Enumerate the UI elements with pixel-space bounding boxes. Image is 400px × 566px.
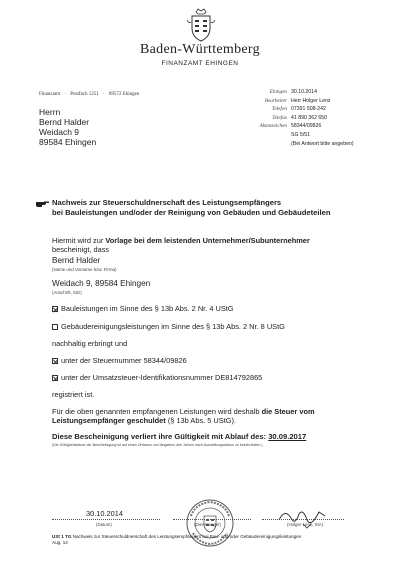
document-title: Nachweis zur Steuerschuldnerschaft des Leistungsempfängers bei Bauleistungen und/oder der Reinigung von Gebäuden und Gebäudeteilen	[52, 198, 331, 217]
intro-text: Hiermit wird zur Vorlage bei dem leistenden Unternehmer/Subunternehmer bescheinigt, dass	[52, 236, 310, 254]
taxpayer-address: Weidach 9, 89584 Ehingen	[52, 279, 151, 288]
meta-row: (Bei Antwort bitte angeben)	[291, 140, 354, 147]
sender-line: Finanzamt · Postfach 1251 · 89572 Ehingen	[39, 92, 140, 97]
signer-caption: (Holger Lenz, StA)	[287, 522, 324, 527]
validity-note: (Die Gültigkeitsdauer der Bescheinigung ist auf einen Zeitraum von längstens drei Jahren nach Ausstellungsdatum zu beschränken.)	[52, 443, 263, 447]
reference-block	[238, 88, 354, 148]
pointing-hand-icon	[36, 199, 50, 208]
validity-line: Diese Bescheinigung verliert ihre Gültigkeit mit Ablauf des: 30.09.2017	[52, 432, 307, 441]
recipient-city: 89584 Ehingen	[39, 137, 97, 147]
signature-line	[262, 519, 344, 520]
taxpayer-name: Bernd Halder	[52, 256, 101, 265]
state-name: Baden-Württemberg	[140, 42, 260, 57]
option-construction: Bauleistungen im Sinne des § 13b Abs. 2 Nr. 4 UStG	[52, 304, 234, 313]
option-cleaning: Gebäudereinigungsleistungen im Sinne des § 13b Abs. 2 Nr. 8 UStG	[52, 322, 285, 331]
meta-row: Aktenzeichen 58344/09826	[259, 123, 322, 130]
meta-row: SG 5/51	[291, 131, 311, 138]
recipient-address	[39, 107, 96, 147]
address-caption: (Anschrift, Sitz)	[52, 290, 82, 295]
meta-row: Bearbeiter Herr Holger Lenz	[264, 97, 331, 104]
liability-paragraph: Für die oben genannten empfangenen Leistungen wird deshalb die Steuer vom Leistungsempfänger geschuldet (§ 13b Abs. 5 UStG).	[52, 407, 315, 425]
form-version: Aug. 14	[52, 540, 68, 545]
name-caption: (Name und Vorname bzw. Firma)	[52, 267, 117, 272]
registered-text: registriert ist.	[52, 390, 95, 399]
meta-row: Telefon 07391 508-242	[271, 106, 326, 113]
checkbox-cleaning	[52, 324, 58, 330]
meta-row: Telefax 41 890 362 650	[272, 114, 328, 121]
seal-line	[173, 519, 251, 520]
coat-of-arms-icon	[185, 8, 217, 42]
office-name: FINANZAMT EHINGEN	[161, 60, 239, 67]
recipient-salutation: Herrn	[39, 107, 61, 117]
checkbox-vat-id	[52, 375, 58, 381]
date-caption: (Datum)	[96, 522, 112, 527]
seal-caption: (Dienstsiegel)	[194, 522, 221, 527]
meta-row: Ehingen 30.10.2014	[269, 89, 317, 95]
vat-id-line: unter der Umsatzsteuer-Identifikationsnummer DE814792865	[52, 373, 262, 382]
tax-number-line: unter der Steuernummer 58344/09826	[52, 356, 187, 365]
sustained-text: nachhaltig erbringt und	[52, 339, 128, 348]
recipient-name: Bernd Halder	[39, 117, 90, 127]
checkbox-tax-number	[52, 358, 58, 364]
form-code: USt 1 TG	[52, 534, 72, 539]
checkbox-construction	[52, 306, 58, 312]
recipient-street: Weidach 9	[39, 127, 80, 137]
issue-date: 30.10.2014	[86, 509, 123, 518]
date-line	[52, 519, 160, 520]
form-footer: USt 1 TG Nachweis zur Steuerschuldnerschaft des Leistungsempfängers bei Bau- und/oder Gebäudereinigungsleistungen Aug. 14	[52, 534, 302, 545]
